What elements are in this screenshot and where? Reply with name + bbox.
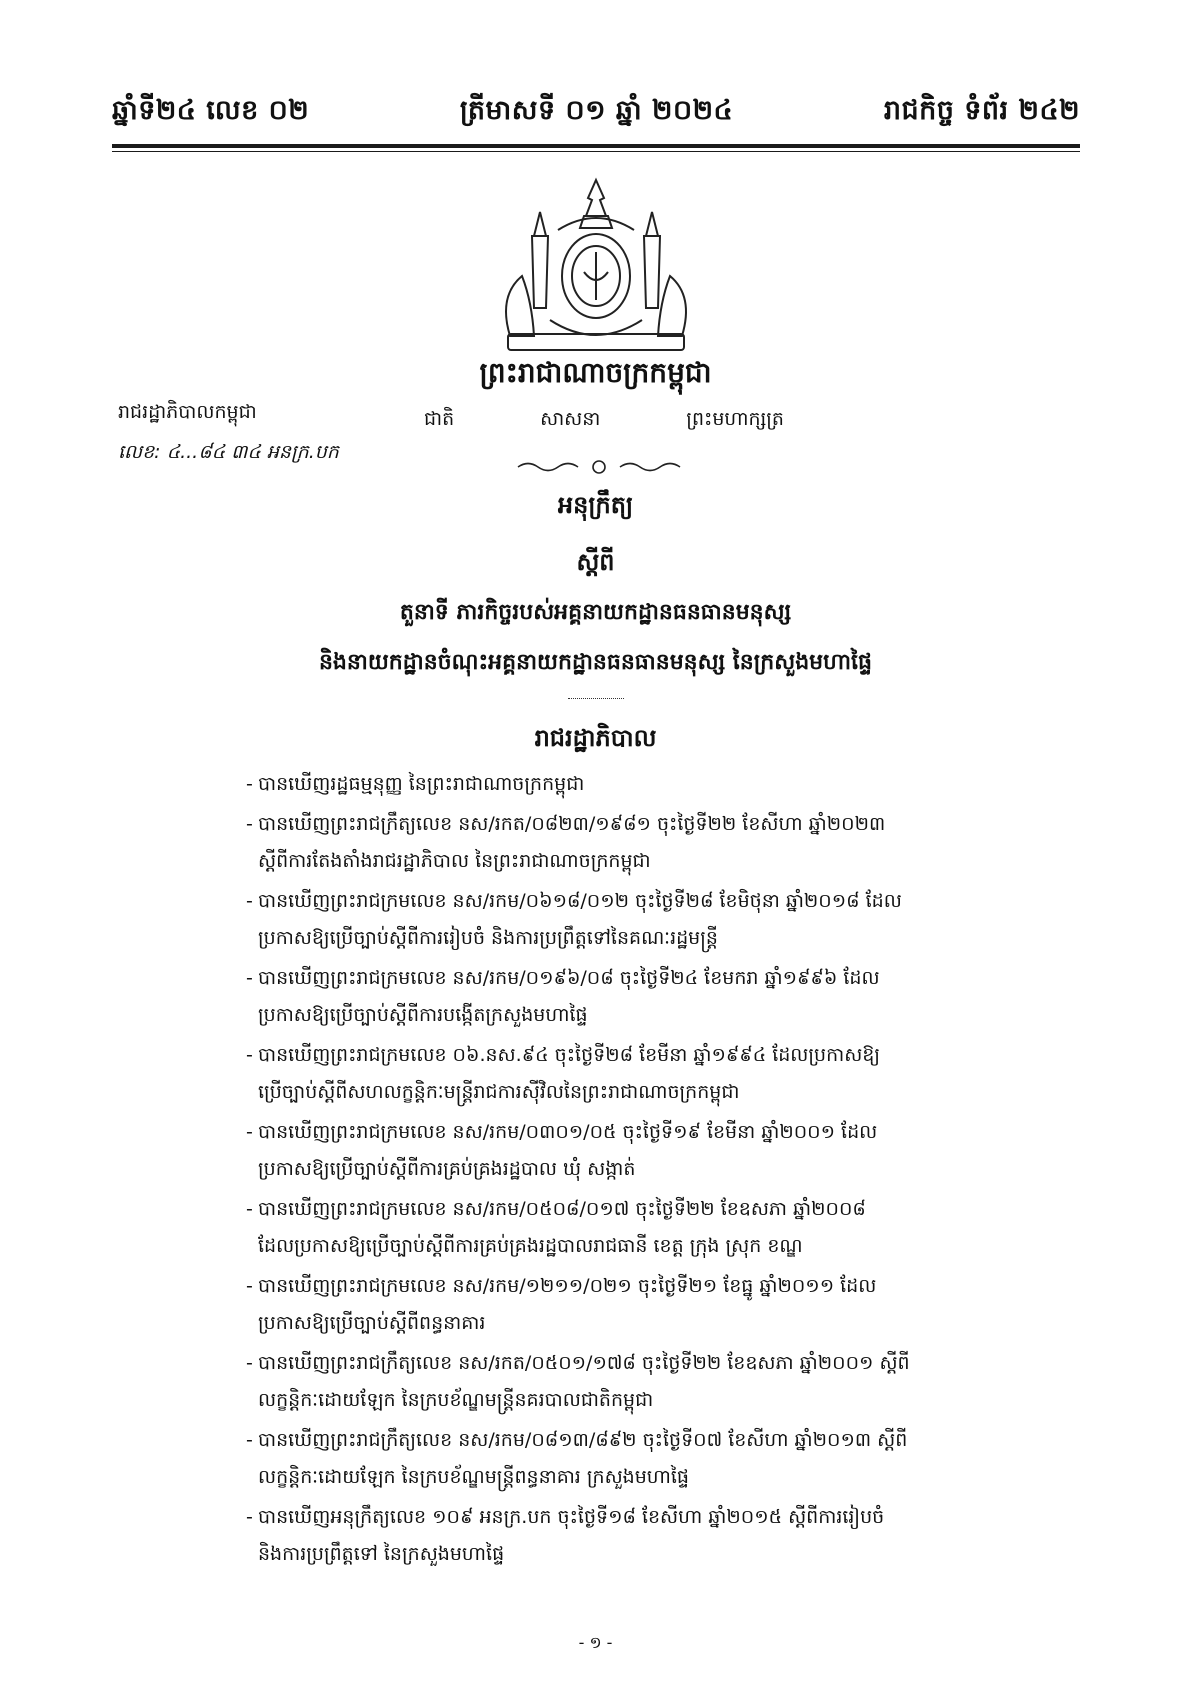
gazette-header: [112, 88, 1080, 138]
list-item: - បានឃើញព្រះរាជក្រមលេខ នស/រកម/០៦១៨/០១២ ចុះថ្ងៃទី២៨ ខែមិថុនា ឆ្នាំ២០១៨ ដែល ប្រកាសឱ្យប្រើច្បាប់ស្តីពីការរៀបចំ និងការប្រព្រឹត្តទៅនៃគណៈរដ្ឋមន្ត្រី: [246, 883, 1086, 957]
gazette-quarter: ត្រីមាសទី ០១ ឆ្នាំ ២០២៤: [459, 94, 734, 126]
header-rule-thin: [112, 151, 1080, 152]
document-type: អនុក្រឹត្យ: [557, 491, 634, 519]
gazette-issue: ឆ្នាំទី២៤ លេខ ០២: [112, 94, 310, 126]
motto-king: ព្រះមហាក្សត្រ: [686, 408, 784, 430]
list-item: - បានឃើញអនុក្រឹត្យលេខ ១០៩ អនក្រ.បក ចុះថ្ងៃទី១៨ ខែសីហា ឆ្នាំ២០១៥ ស្តីពីការរៀបចំ និងការប្រព្រឹត្តទៅ នៃក្រសួងមហាផ្ទៃ: [246, 1499, 1086, 1573]
national-motto: [424, 407, 784, 435]
document-number: លេខ: ៤...៨៤ ៣៤ អនក្រ.បក: [118, 441, 339, 463]
motto-nation: ជាតិ: [424, 408, 455, 430]
considerations-list: [246, 766, 1086, 1576]
kingdom-name: ព្រះរាជាណាចក្រកម្ពុជា: [479, 356, 712, 389]
list-item: - បានឃើញរដ្ឋធម្មនុញ្ញ នៃព្រះរាជាណាចក្រកម្ពុជា: [246, 766, 1086, 803]
title-divider: [568, 698, 624, 699]
issuing-body-name: រាជរដ្ឋាភិបាលកម្ពុជា: [118, 401, 257, 423]
decorative-divider-icon: [514, 458, 684, 476]
list-item: - បានឃើញព្រះរាជក្រមលេខ នស/រកម/០៣០១/០៥ ចុះថ្ងៃទី១៩ ខែមីនា ឆ្នាំ២០០១ ដែល ប្រកាសឱ្យប្រើច្បាប់ស្តីពីការគ្រប់គ្រងរដ្ឋបាល ឃុំ សង្កាត់: [246, 1114, 1086, 1188]
list-item: - បានឃើញព្រះរាជក្រមលេខ នស/រកម/០១៩៦/០៨ ចុះថ្ងៃទី២៤ ខែមករា ឆ្នាំ១៩៩៦ ដែល ប្រកាសឱ្យប្រើច្បាប់ស្តីពីការបង្កើតក្រសួងមហាផ្ទៃ: [246, 960, 1086, 1034]
issuer-heading: រាជរដ្ឋាភិបាល: [534, 724, 657, 752]
royal-coat-of-arms-icon: [488, 176, 704, 358]
list-item: - បានឃើញព្រះរាជក្រឹត្យលេខ នស/រកត/០៥០១/១៧៨ ចុះថ្ងៃទី២២ ខែឧសភា ឆ្នាំ២០០១ ស្តីពី លក្ខន្តិកៈដោយឡែក នៃក្របខ័ណ្ឌមន្ត្រីនគរបាលជាតិកម្ពុជា: [246, 1345, 1086, 1419]
header-rule-thick: [112, 144, 1080, 148]
document-about: ស្តីពី: [576, 548, 615, 576]
list-item: - បានឃើញព្រះរាជក្រមលេខ ០៦.នស.៩៤ ចុះថ្ងៃទី២៨ ខែមីនា ឆ្នាំ១៩៩៤ ដែលប្រកាសឱ្យ ប្រើច្បាប់ស្តីពីសហលក្ខន្តិកៈមន្ត្រីរាជការស៊ីវិលនៃព្រះរាជាណាចក្រកម្ពុជា: [246, 1037, 1086, 1111]
page-number: - ១ -: [578, 1633, 613, 1652]
motto-religion: សាសនា: [540, 408, 601, 430]
document-title-line-1: តួនាទី ភារកិច្ចរបស់អគ្គនាយកដ្ឋានធនធានមនុស្ស: [399, 600, 792, 625]
document-title-line-2: និងនាយកដ្ឋានចំណុះអគ្គនាយកដ្ឋានធនធានមនុស្ស នៃក្រសួងមហាផ្ទៃ: [318, 650, 873, 675]
list-item: - បានឃើញព្រះរាជក្រមលេខ នស/រកម/០៥០៨/០១៧ ចុះថ្ងៃទី២២ ខែឧសភា ឆ្នាំ២០០៨ ដែលប្រកាសឱ្យប្រើច្បាប់ស្តីពីការគ្រប់គ្រងរដ្ឋបាលរាជធានី ខេត្ត ក្រុង ស្រុក ខណ្ឌ: [246, 1191, 1086, 1265]
list-item: - បានឃើញព្រះរាជក្រឹត្យលេខ នស/រកត/០៨២៣/១៩៨១ ចុះថ្ងៃទី២២ ខែសីហា ឆ្នាំ២០២៣ ស្តីពីការតែងតាំងរាជរដ្ឋាភិបាល នៃព្រះរាជាណាចក្រកម្ពុជា: [246, 806, 1086, 880]
list-item: - បានឃើញព្រះរាជក្រមលេខ នស/រកម/១២១១/០២១ ចុះថ្ងៃទី២១ ខែធ្នូ ឆ្នាំ២០១១ ដែល ប្រកាសឱ្យប្រើច្បាប់ស្តីពីពន្ធនាគារ: [246, 1268, 1086, 1342]
issuing-body: [118, 400, 339, 468]
gazette-page: រាជកិច្ច ទំព័រ ២៤២: [883, 94, 1080, 126]
list-item: - បានឃើញព្រះរាជក្រឹត្យលេខ នស/រកម/០៨១៣/៨៩២ ចុះថ្ងៃទី០៧ ខែសីហា ឆ្នាំ២០១៣ ស្តីពី លក្ខន្តិកៈដោយឡែក នៃក្របខ័ណ្ឌមន្ត្រីពន្ធនាគារ ក្រសួងមហាផ្ទៃ: [246, 1422, 1086, 1496]
